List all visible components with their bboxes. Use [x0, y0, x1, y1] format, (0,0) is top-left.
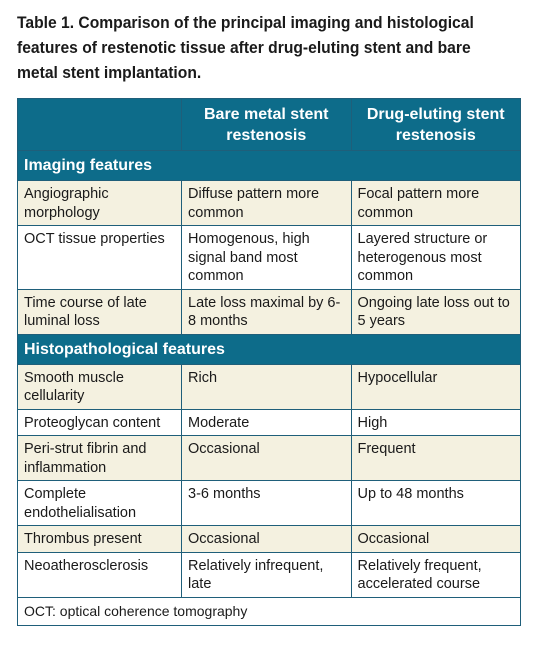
des-cell: Relatively frequent, accelerated course: [351, 552, 521, 597]
table-row: [18, 226, 521, 290]
table-header-row: [18, 99, 521, 151]
row-label: Thrombus present: [18, 526, 182, 553]
row-label: OCT tissue properties: [18, 226, 182, 290]
comparison-table: [17, 98, 521, 626]
bms-cell: Relatively infrequent, late: [182, 552, 351, 597]
des-cell: High: [351, 409, 521, 436]
table-row: [18, 409, 521, 436]
header-cell-bare-metal: Bare metal stent restenosis: [182, 99, 351, 151]
bms-cell: Rich: [182, 364, 351, 409]
bms-cell: Occasional: [182, 526, 351, 553]
row-label: Time course of late luminal loss: [18, 289, 182, 334]
des-cell: Frequent: [351, 436, 521, 481]
des-cell: Hypocellular: [351, 364, 521, 409]
bms-cell: Homogenous, high signal band most common: [182, 226, 351, 290]
des-cell: Up to 48 months: [351, 481, 521, 526]
table-row: [18, 364, 521, 409]
des-cell: Focal pattern more common: [351, 181, 521, 226]
row-label: Neoatherosclerosis: [18, 552, 182, 597]
section-row-histopathological: [18, 334, 521, 364]
row-label: Smooth muscle cellularity: [18, 364, 182, 409]
bms-cell: Occasional: [182, 436, 351, 481]
des-cell: Layered structure or heterogenous most common: [351, 226, 521, 290]
des-cell: Occasional: [351, 526, 521, 553]
des-cell: Ongoing late loss out to 5 years: [351, 289, 521, 334]
table-footnote: OCT: optical coherence tomography: [18, 597, 521, 626]
table-row: [18, 181, 521, 226]
row-label: Angiographic morphology: [18, 181, 182, 226]
table-row: [18, 526, 521, 553]
section-title: Imaging features: [18, 151, 521, 181]
row-label: Proteoglycan content: [18, 409, 182, 436]
bms-cell: 3-6 months: [182, 481, 351, 526]
table-row: [18, 481, 521, 526]
header-cell-empty: [18, 99, 182, 151]
bms-cell: Diffuse pattern more common: [182, 181, 351, 226]
bms-cell: Late loss maximal by 6-8 months: [182, 289, 351, 334]
table-footnote-row: [18, 597, 521, 626]
table-row: [18, 289, 521, 334]
bms-cell: Moderate: [182, 409, 351, 436]
table-caption: Table 1. Comparison of the principal imaging and histological features of restenotic tissue after drug-eluting stent and bare metal stent implantation.: [17, 13, 474, 82]
section-row-imaging: [18, 151, 521, 181]
header-cell-drug-eluting: Drug-eluting stent restenosis: [351, 99, 521, 151]
row-label: Complete endothelialisation: [18, 481, 182, 526]
table-row: [18, 436, 521, 481]
table-row: [18, 552, 521, 597]
row-label: Peri-strut fibrin and inflammation: [18, 436, 182, 481]
section-title: Histopathological features: [18, 334, 521, 364]
